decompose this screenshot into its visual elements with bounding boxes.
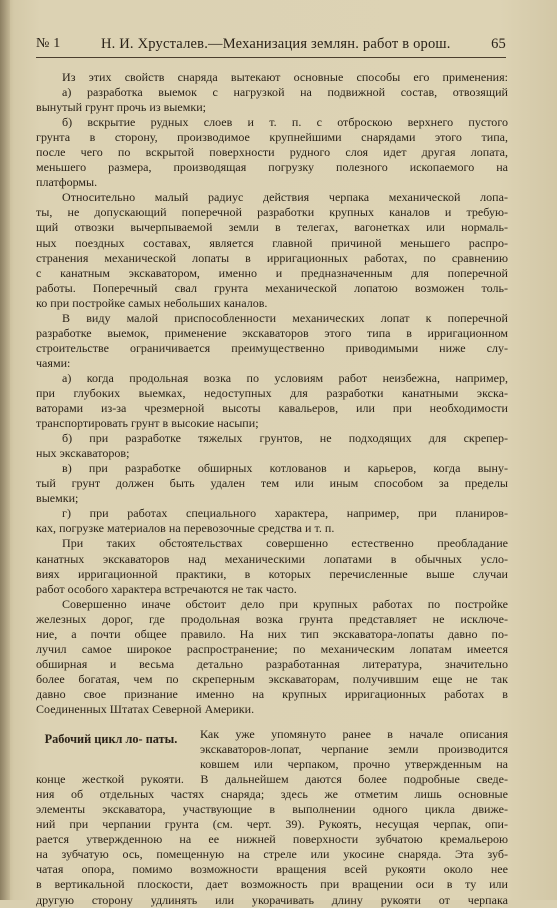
text-line: б) при разработке тяжелых грунтов, не подходящих для скрепер- <box>62 431 508 446</box>
issue-number: № 1 <box>36 36 61 51</box>
section-heading: Рабочий цикл ло- паты. <box>44 732 178 747</box>
text-line: щий отвозки вычерпываемой земли в телегах, вагонетках или нормаль- <box>36 220 508 235</box>
text-line: грунта в сторону, производимое крупнейшими снарядами этого типа, <box>36 130 508 145</box>
text-line: а) когда продольная возка по условиям работ неизбежна, например, <box>62 370 508 385</box>
text-line: Из этих свойств снаряда вытекают основные способы его применения: <box>62 70 508 84</box>
paragraph <box>36 115 508 190</box>
text-line: чаями: <box>36 355 71 370</box>
page-number: 65 <box>491 36 506 52</box>
section-text <box>36 772 508 907</box>
text-line: строительстве ограничивается преимущественно приводимыми ниже слу- <box>36 340 508 355</box>
text-line: ках, погрузке материалов на перевозочные средства и т. п. <box>36 521 335 536</box>
paragraph <box>36 597 508 717</box>
paragraph <box>36 371 508 431</box>
paragraph <box>36 190 508 310</box>
text-line: работ особого характера встречаются не так часто. <box>36 581 297 596</box>
text-line: в вертикальной плоскости, дает возможность при вращении оси в ту или <box>36 877 508 892</box>
paragraph <box>36 461 508 506</box>
text-line: чатая опора, помимо возможности вращения всей рукояти около нее <box>36 862 508 877</box>
text-line: при глубоких выемках, недоступных для разработки канатными экска- <box>36 385 508 400</box>
running-header <box>36 36 506 58</box>
text-line: ния об отдельных частях снаряда; здесь же отметим лишь основные <box>36 787 508 802</box>
text-line: выемки; <box>36 491 79 506</box>
text-line: элементы экскаватора, участвующие в выполнении одного цикла движе- <box>36 802 508 817</box>
text-line: меньшего размера, производящая погрузку полезного ископаемого на <box>36 160 508 175</box>
text-line: работы. Поперечный свал грунта механической лопатою возможен толь- <box>36 280 508 295</box>
text-line: разработке выемок, применение экскаваторов этого типа в ирригационном <box>36 325 508 340</box>
text-line: платформы. <box>36 175 98 190</box>
paragraphs <box>36 70 508 717</box>
page-binding-shadow <box>0 0 10 900</box>
text-line: железных дорог, где продольная возка грунта представляет не исключе- <box>36 611 508 626</box>
text-line: рается утвержденною на ее нижней поверхности зубчатою кремальерою <box>36 832 508 847</box>
text-line: а) разработка выемок с нагрузкой на подвижной состав, отвозящий <box>62 85 508 100</box>
text-line: транспортировать грунт в высокие насыпи; <box>36 416 259 431</box>
text-line: виях ирригационной практики, в которых перечисленные выше случаи <box>36 566 508 581</box>
main-text <box>36 70 508 908</box>
text-line: странения механической лопаты в ирригационных работах, по сравнению <box>36 250 508 265</box>
text-line: ты, не допускающий поперечной разработки крупных каналов и требую- <box>36 205 508 220</box>
text-line: ных экскаваторов; <box>36 446 130 461</box>
text-line: Соединенных Штатах Северной Америки. <box>36 701 255 716</box>
text-line: другую сторону удлинять или укорачивать длину рукояти от черпака <box>36 892 508 907</box>
text-line: экскаваторов-лопат, черпание земли производится <box>200 742 508 757</box>
text-line: Как уже упомянуто ранее в начале описания <box>200 727 508 742</box>
running-title: Н. И. Хрусталев.—Механизация землян. работ в орош. <box>100 36 451 52</box>
text-line: ковшем или черпаком, прочно утвержденным на <box>200 757 508 772</box>
text-line: ний при черпании грунта (см. черт. 39). Рукоять, несущая черпак, опи- <box>36 817 508 832</box>
text-line: Совершенно иначе обстоит дело при крупных работах по постройке <box>62 596 508 611</box>
paragraph <box>36 311 508 371</box>
paragraph <box>36 70 508 115</box>
section-side-lines <box>186 727 508 772</box>
text-line: ние, а почти общее правило. На них тип экскаватора-лопаты давно по- <box>36 626 508 641</box>
text-line: лучил самое широкое распространение; по механическим лопатам имеется <box>36 641 508 656</box>
text-line: ваторами из-за чрезмерной высоты кавальеров, или при необходимости <box>36 401 508 416</box>
text-line: давно свое признание именно на крупных ирригационных работах в <box>36 686 508 701</box>
text-line: При таких обстоятельствах совершенно естественно преобладание <box>62 536 508 551</box>
text-line: канатных экскаваторов над механическими лопатами в обычных усло- <box>36 551 508 566</box>
text-line: конце жесткой рукояти. В дальнейшем даются более подробные сведе- <box>36 772 508 787</box>
text-line: более богатая, чем по скреперным экскаваторам, получившим еще не так <box>36 671 508 686</box>
text-line: Относительно малый радиус действия черпака механической лопа- <box>62 190 508 205</box>
paragraph <box>36 431 508 461</box>
text-line: г) при работах специального характера, например, при планиров- <box>62 506 508 521</box>
text-line: В виду малой приспособленности механических лопат к поперечной <box>62 310 508 325</box>
text-line: после чего по вскрытой поверхности рудного слоя идет другая лопата, <box>36 145 508 160</box>
text-line: на зубчатую ось, помещенную на стреле или укосине снаряда. Эта зуб- <box>36 847 508 862</box>
text-line: ко при постройке самых небольших каналов. <box>36 295 268 310</box>
paragraph <box>36 536 508 596</box>
text-line: с канатным экскаватором, именно и предназначенным для поперечной <box>36 265 508 280</box>
paragraph <box>36 506 508 536</box>
text-line: вынутый грунт прочь из выемки; <box>36 100 206 115</box>
text-line: в) при разработке обширных котлованов и карьеров, когда выну- <box>62 461 508 476</box>
text-line: ных поездных составах, является главной причиной меньшего распро- <box>36 235 508 250</box>
section-work-cycle <box>36 727 508 772</box>
text-line: обширная и весьма детально разработанная литература, значительно <box>36 656 508 671</box>
text-line: б) вскрытие рудных слоев и т. п. с отброскою верхнего пустого <box>62 115 508 130</box>
text-line: тый грунт должен быть удален тем или иным способом за пределы <box>36 476 508 491</box>
